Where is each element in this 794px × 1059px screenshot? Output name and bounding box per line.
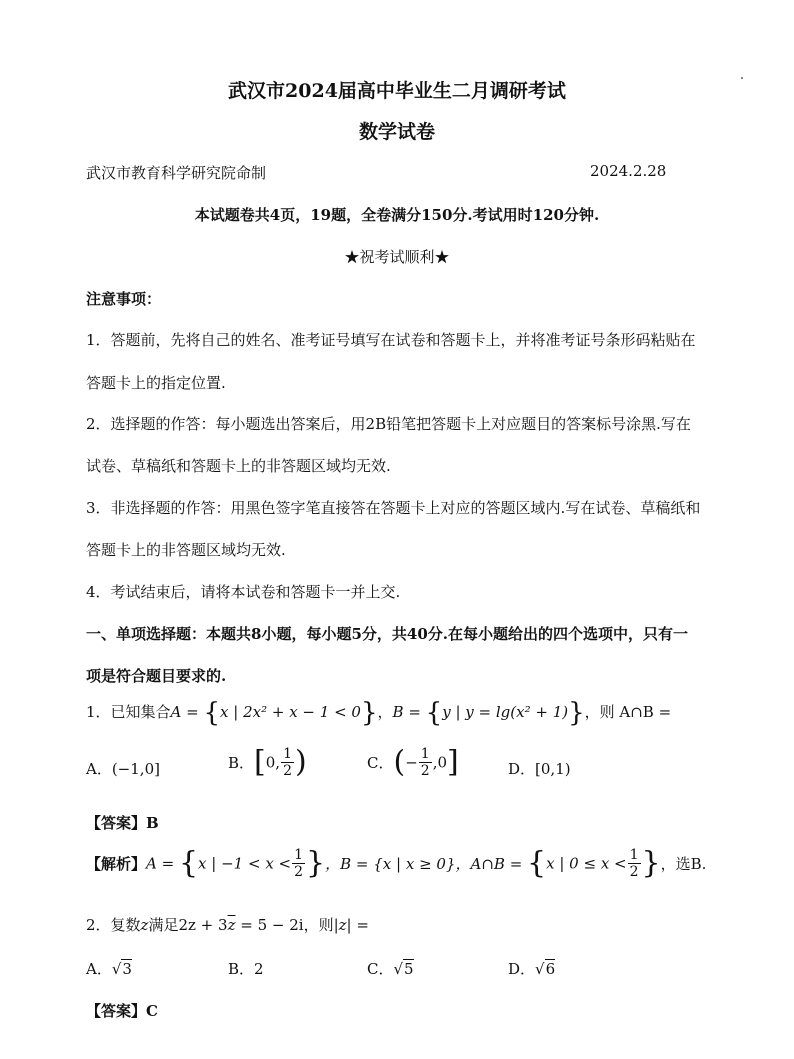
q1-setA-body: x | 2x² + x − 1 < 0 xyxy=(220,703,361,721)
exam-date: 2024.2.28 xyxy=(590,162,667,180)
section1-heading-line2: 项是符合题目要求的. xyxy=(86,667,227,685)
sqrt-icon: √ xyxy=(111,960,122,978)
q1-an-c-body: x | 0 ≤ x < xyxy=(546,854,627,873)
notice-item-2-line2: 试卷、草稿纸和答题卡上的非答题区域均无效. xyxy=(86,457,391,475)
q2-option-d-label: D． xyxy=(508,960,536,978)
q1-option-c-tail: ,0 xyxy=(432,753,448,772)
q1-setB-body: y | y = lg(x² + 1) xyxy=(442,703,569,721)
exam-summary: 本试题卷共4页，19题，全卷满分150分.考试用时120分钟. xyxy=(194,206,600,224)
blessing: ★祝考试顺利★ xyxy=(344,248,450,266)
exam-subtitle: 数学试卷 xyxy=(358,121,435,143)
q2-eq-b: = 5 − 2i xyxy=(235,916,304,934)
frac-num: 1 xyxy=(420,746,430,762)
q1-stem xyxy=(86,700,671,726)
q1-setA: A = xyxy=(170,703,204,721)
q2-option-c-value: 5 xyxy=(404,960,414,978)
q2-zbar: $\overline{z}$ xyxy=(227,916,236,934)
q1-an-end: ，选B. xyxy=(660,855,707,873)
q1-analysis-label: 【解析】 xyxy=(86,855,147,873)
q1-option-b xyxy=(228,744,307,780)
notice-item-4: 4．考试结束后，请将本试卷和答题卡一并上交. xyxy=(86,583,401,601)
left-bracket-icon: [ xyxy=(254,744,266,780)
q2-cond: 满足 xyxy=(148,916,179,934)
q2-option-a xyxy=(86,958,132,979)
right-paren-icon: ) xyxy=(294,744,307,780)
frac-num: 1 xyxy=(294,847,304,863)
frac-den: 2 xyxy=(294,864,304,880)
sqrt-icon: √ xyxy=(535,960,545,978)
fraction-half xyxy=(292,848,305,879)
notice-item-3-line1: 3．非选择题的作答：用黑色签字笔直接答在答题卡上对应的答题区域内.写在试卷、草稿纸和 xyxy=(86,499,701,517)
notice-heading: 注意事项： xyxy=(86,290,162,308)
q2-option-a-value: 3 xyxy=(122,960,132,978)
q1-an-b: ，B = {x | x ≥ 0} xyxy=(325,855,456,873)
q1-an-c: ，A∩B = xyxy=(455,855,528,873)
fraction-half xyxy=(628,848,641,879)
q2-answer-value: C xyxy=(146,1002,158,1020)
q1-option-b-label: B． xyxy=(228,754,255,772)
sqrt-icon: √ xyxy=(393,960,404,978)
q1-ask: ，则 A∩B = xyxy=(584,703,672,721)
section1-heading-line1: 一、单项选择题：本题共8小题，每小题5分，共40分.在每小题给出的四个选项中，只有一 xyxy=(86,625,688,643)
left-brace-icon: { xyxy=(203,698,221,728)
q1-answer-value: B xyxy=(146,814,159,832)
q2-abs: |z| xyxy=(333,916,352,934)
q2-option-d-value: 6 xyxy=(545,960,556,978)
left-paren-icon: ( xyxy=(393,744,406,780)
q1-an-a: A = xyxy=(146,854,179,873)
q2-answer xyxy=(86,1000,158,1021)
q1-option-c-expr: − xyxy=(405,753,418,772)
frac-num: 1 xyxy=(283,746,292,762)
issuer: 武汉市教育科学研究院命制 xyxy=(86,164,267,182)
q1-analysis xyxy=(86,845,707,881)
notice-item-3-line2: 答题卡上的非答题区域均无效. xyxy=(86,541,286,559)
q2-option-a-label: A． xyxy=(86,960,112,978)
q1-answer xyxy=(86,812,159,833)
q1-an-a-body: x | −1 < x < xyxy=(198,854,292,873)
q1-setB: B = xyxy=(392,703,426,721)
frac-den: 2 xyxy=(420,763,430,779)
notice-item-1-line2: 答题卡上的指定位置. xyxy=(86,374,226,392)
right-brace-icon: } xyxy=(306,845,326,881)
frac-num: 1 xyxy=(629,847,639,863)
frac-den: 2 xyxy=(283,763,292,779)
q2-z: z xyxy=(140,916,149,934)
q2-answer-label: 【答案】 xyxy=(86,1002,147,1020)
right-brace-icon: } xyxy=(641,845,661,881)
frac-den: 2 xyxy=(629,864,639,880)
q2-option-c xyxy=(367,958,414,979)
q1-option-a: A．(−1,0] xyxy=(86,760,160,778)
notice-item-2-line1: 2．选择题的作答：每小题选出答案后，用2B铅笔把答题卡上对应题目的答案标号涂黑.写在 xyxy=(86,415,691,433)
q2-eq-a: 2z + 3 xyxy=(178,916,228,934)
q2-prefix: 2．复数 xyxy=(86,916,141,934)
fraction-half xyxy=(419,747,432,778)
q2-eqs: = xyxy=(351,916,369,934)
left-brace-icon: { xyxy=(178,845,199,881)
exam-title: 武汉市2024届高中毕业生二月调研考试 xyxy=(228,80,566,102)
q2-ask: ，则 xyxy=(303,916,334,934)
right-brace-icon: } xyxy=(568,698,585,728)
q1-option-c-label: C． xyxy=(367,754,394,772)
q1-option-d: D．[0,1) xyxy=(508,760,571,778)
fraction-half xyxy=(281,747,294,778)
q1-prefix: 1．已知集合 xyxy=(86,703,171,721)
right-bracket-icon: ] xyxy=(447,744,459,780)
q2-option-b: B．2 xyxy=(228,960,264,978)
q2-stem xyxy=(86,914,369,935)
q1-option-c xyxy=(367,744,459,780)
q1-sep: ， xyxy=(377,703,393,721)
left-brace-icon: { xyxy=(425,698,443,728)
q1-answer-label: 【答案】 xyxy=(86,814,147,832)
q1-option-b-expr: 0, xyxy=(265,753,281,772)
left-brace-icon: { xyxy=(527,845,547,881)
right-brace-icon: } xyxy=(360,698,378,728)
q2-option-d xyxy=(508,958,555,979)
notice-item-1-line1: 1．答题前，先将自己的姓名、准考证号填写在试卷和答题卡上，并将准考证号条形码粘贴在 xyxy=(86,331,696,349)
q2-option-c-label: C． xyxy=(367,960,394,978)
